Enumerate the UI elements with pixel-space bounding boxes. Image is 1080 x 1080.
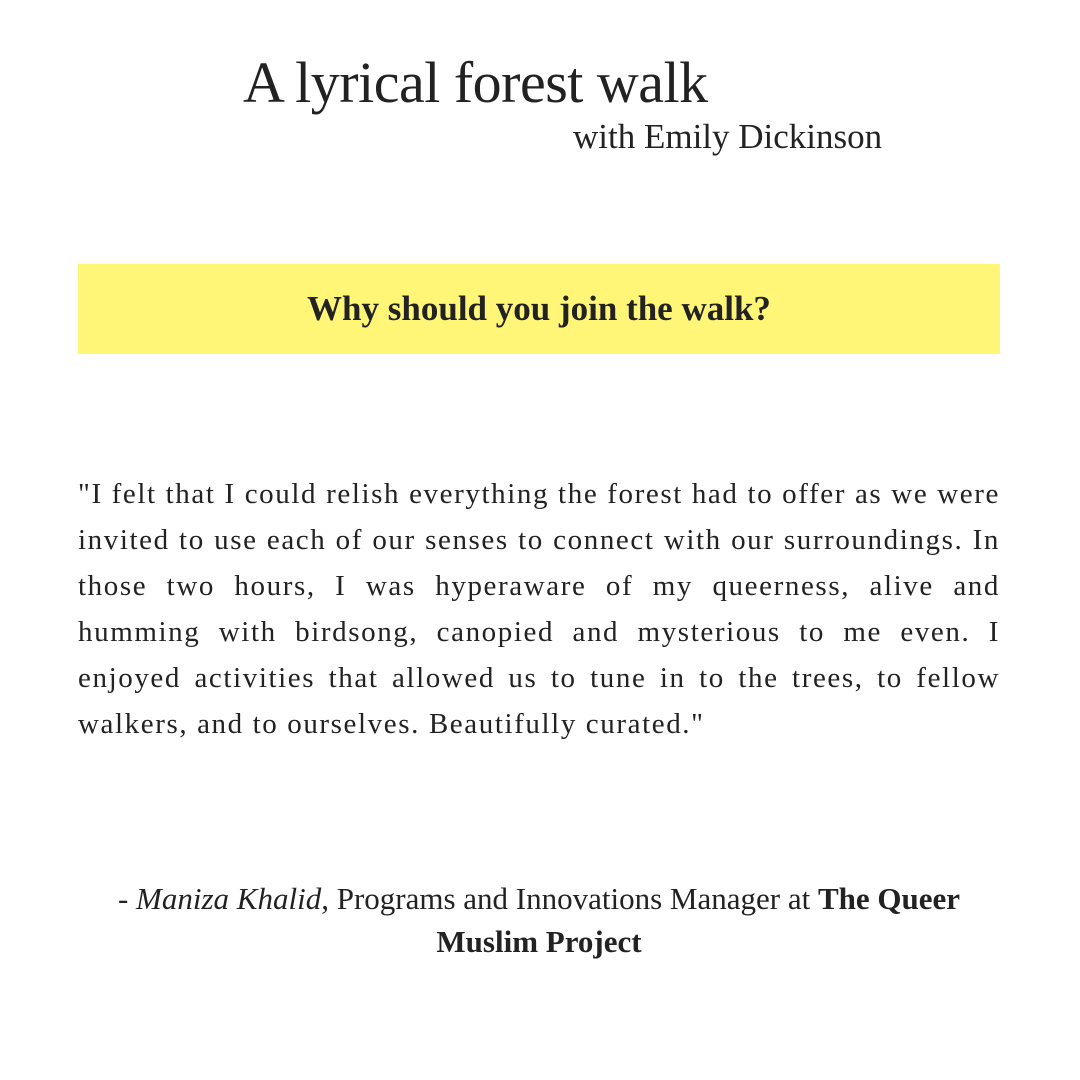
testimonial-quote: "I felt that I could relish everything the forest had to offer as we were invited to use each of our senses to connect with our surroundings. In those two hours, I was hyperaware of my queerness, alive and humming with birdsong, canopied and mysterious to me even. I enjoyed activities that allowed us to tune in to the trees, to fellow walkers, and to ourselves. Beautifully curated." bbox=[78, 478, 1000, 740]
author-name: Maniza Khalid bbox=[136, 881, 322, 916]
banner-heading: Why should you join the walk? bbox=[307, 289, 771, 328]
author-organization: The Queer Muslim Project bbox=[436, 881, 961, 959]
page-title: A lyrical forest walk bbox=[243, 50, 708, 115]
author-role: , Programs and Innovations Manager at bbox=[321, 881, 818, 916]
testimonial-attribution bbox=[78, 877, 1000, 963]
question-banner bbox=[78, 264, 1000, 354]
page-subtitle: with Emily Dickinson bbox=[573, 117, 883, 156]
attribution-dash: - bbox=[117, 881, 137, 916]
